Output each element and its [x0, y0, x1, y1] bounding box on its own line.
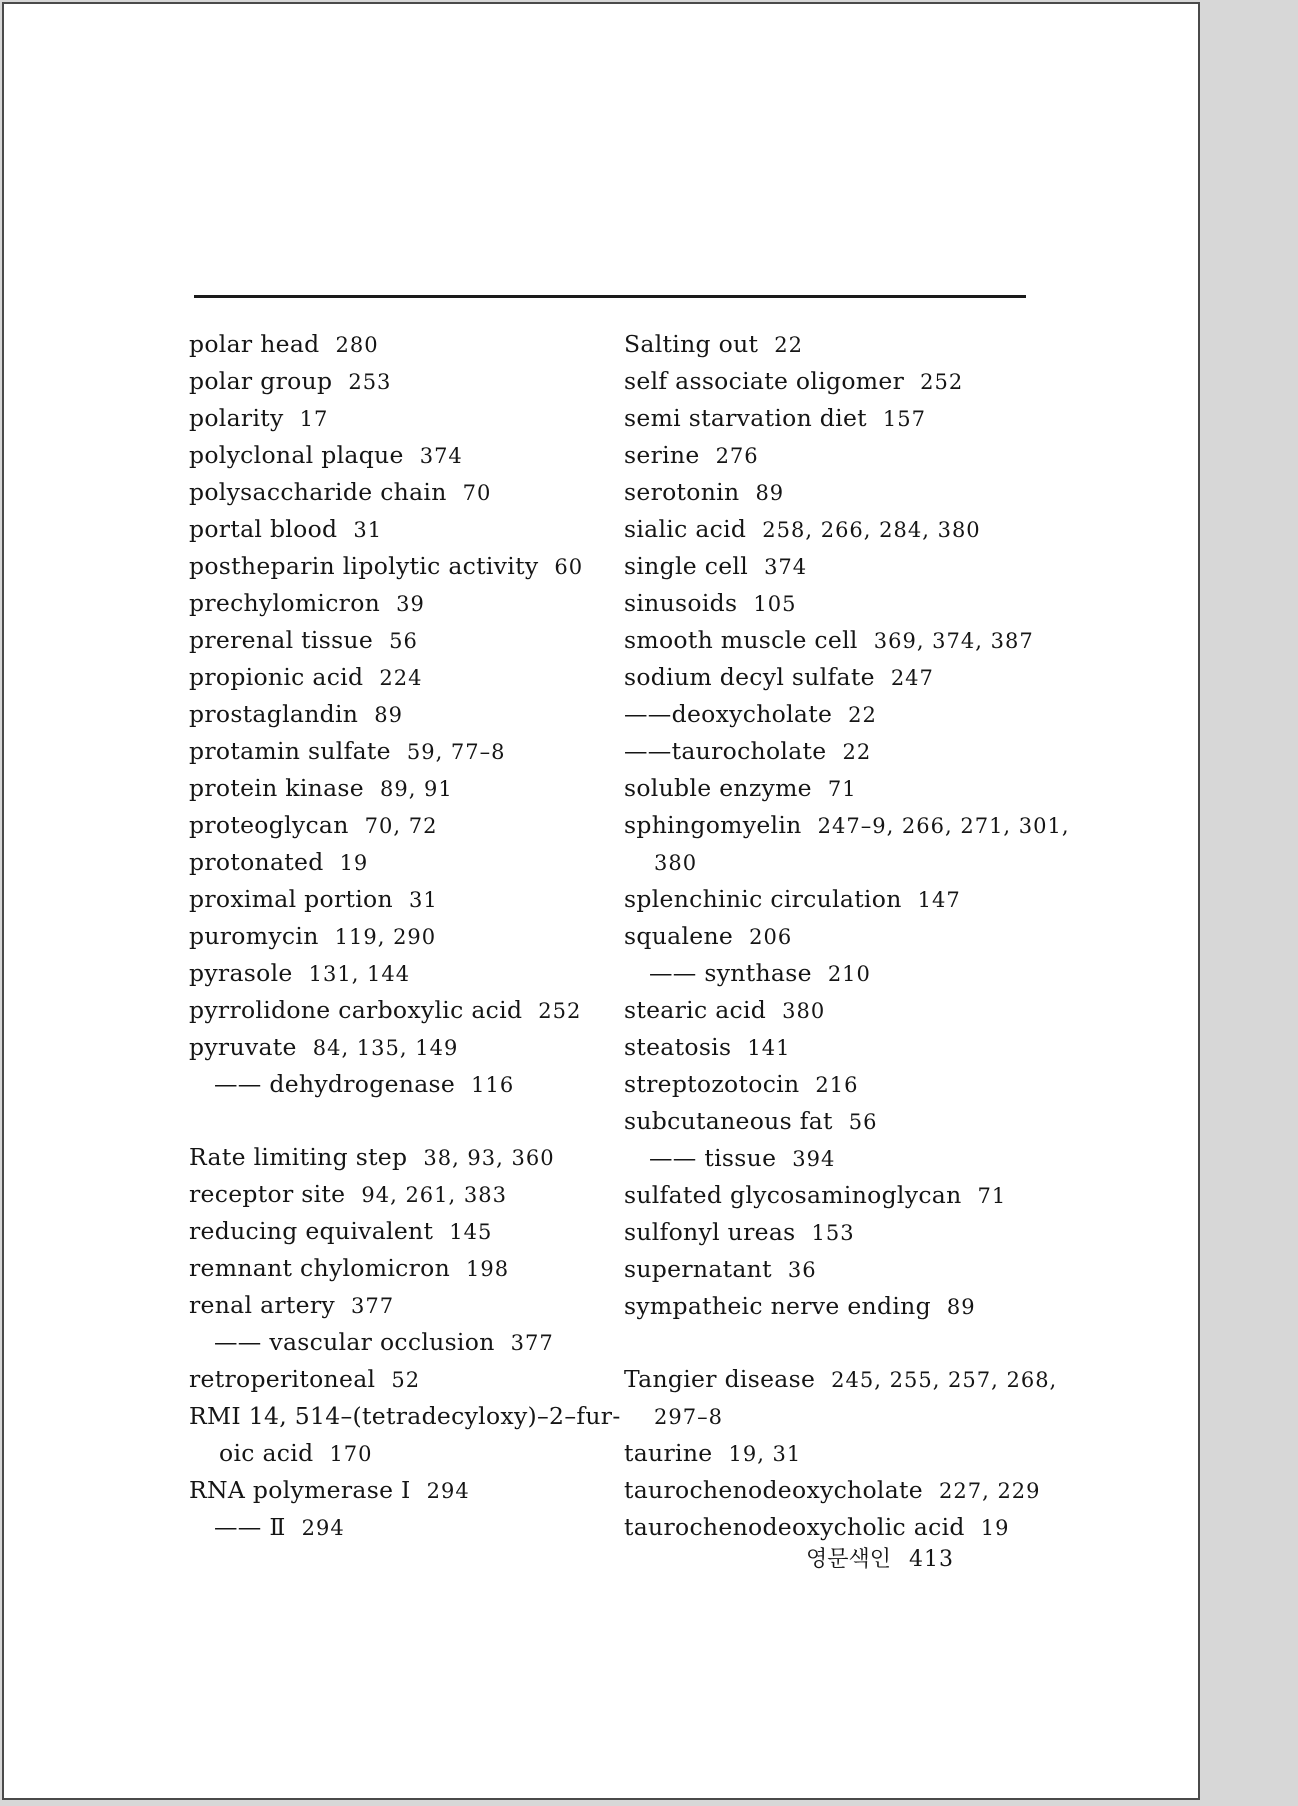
index-entry: streptozotocin 216 — [624, 1070, 859, 1098]
section-title: 영문색인 — [805, 1547, 891, 1572]
page-number: 413 — [909, 1547, 954, 1572]
index-entry: taurine 19, 31 — [624, 1439, 802, 1467]
index-entry: prostaglandin 89 — [189, 700, 403, 728]
index-entry: portal blood 31 — [189, 515, 383, 543]
index-entry: taurochenodeoxycholate 227, 229 — [624, 1476, 1041, 1504]
index-subentry: —— Ⅱ 294 — [214, 1513, 345, 1541]
index-entry: protein kinase 89, 91 — [189, 774, 453, 802]
index-entry: sphingomyelin 247–9, 266, 271, 301, — [624, 811, 1070, 839]
index-entry: Salting out 22 — [624, 330, 803, 358]
index-entry: steatosis 141 — [624, 1033, 791, 1061]
index-entry: Rate limiting step 38, 93, 360 — [189, 1143, 555, 1171]
index-entry: subcutaneous fat 56 — [624, 1107, 878, 1135]
index-entry: Tangier disease 245, 255, 257, 268, — [624, 1365, 1058, 1393]
index-entry: single cell 374 — [624, 552, 808, 580]
index-entry-continuation: 297–8 — [654, 1405, 723, 1429]
index-entry: self associate oligomer 252 — [624, 367, 964, 395]
index-entry: supernatant 36 — [624, 1255, 817, 1283]
index-subentry: ——taurocholate 22 — [624, 737, 872, 765]
index-entry: semi starvation diet 157 — [624, 404, 926, 432]
index-entry: squalene 206 — [624, 922, 793, 950]
index-subentry: —— synthase 210 — [649, 959, 871, 987]
index-entry: sinusoids 105 — [624, 589, 797, 617]
index-entry: polysaccharide chain 70 — [189, 478, 492, 506]
index-entry: prechylomicron 39 — [189, 589, 425, 617]
index-entry: sulfonyl ureas 153 — [624, 1218, 855, 1246]
index-entry: polar head 280 — [189, 330, 379, 358]
index-column-right — [624, 326, 1070, 1546]
index-entry: taurochenodeoxycholic acid 19 — [624, 1513, 1010, 1541]
index-entry: sulfated glycosaminoglycan 71 — [624, 1181, 1007, 1209]
index-entry: splenchinic circulation 147 — [624, 885, 961, 913]
index-entry: remnant chylomicron 198 — [189, 1254, 510, 1282]
page-footer — [806, 1542, 954, 1573]
index-entry: sodium decyl sulfate 247 — [624, 663, 934, 691]
index-entry-continuation: oic acid 170 — [219, 1439, 373, 1467]
index-subentry: —— vascular occlusion 377 — [214, 1328, 554, 1356]
index-entry: sympatheic nerve ending 89 — [624, 1292, 976, 1320]
index-entry: protamin sulfate 59, 77–8 — [189, 737, 506, 765]
index-entry: soluble enzyme 71 — [624, 774, 857, 802]
index-entry-continuation: 380 — [654, 851, 698, 875]
index-entry: serotonin 89 — [624, 478, 785, 506]
index-subentry: —— dehydrogenase 116 — [214, 1070, 515, 1098]
index-entry: propionic acid 224 — [189, 663, 423, 691]
index-entry: polar group 253 — [189, 367, 392, 395]
index-entry: smooth muscle cell 369, 374, 387 — [624, 626, 1034, 654]
index-entry: proximal portion 31 — [189, 885, 438, 913]
index-entry: RNA polymerase Ⅰ 294 — [189, 1476, 470, 1504]
index-entry: serine 276 — [624, 441, 759, 469]
index-entry: postheparin lipolytic activity 60 — [189, 552, 584, 580]
index-subentry: —— tissue 394 — [649, 1144, 836, 1172]
index-entry: renal artery 377 — [189, 1291, 395, 1319]
index-column-left — [189, 326, 621, 1546]
index-entry: stearic acid 380 — [624, 996, 826, 1024]
index-entry: reducing equivalent 145 — [189, 1217, 493, 1245]
index-entry: pyrrolidone carboxylic acid 252 — [189, 996, 582, 1024]
index-entry: receptor site 94, 261, 383 — [189, 1180, 507, 1208]
index-entry: RMI 14, 514–(tetradecyloxy)–2–fur- — [189, 1402, 621, 1430]
index-entry: prerenal tissue 56 — [189, 626, 418, 654]
index-entry: polyclonal plaque 374 — [189, 441, 463, 469]
index-entry: retroperitoneal 52 — [189, 1365, 421, 1393]
index-entry: polarity 17 — [189, 404, 329, 432]
index-entry: protonated 19 — [189, 848, 369, 876]
index-entry: proteoglycan 70, 72 — [189, 811, 438, 839]
index-entry: puromycin 119, 290 — [189, 922, 437, 950]
index-entry: pyrasole 131, 144 — [189, 959, 411, 987]
header-rule — [194, 295, 1026, 298]
index-page — [2, 2, 1200, 1800]
index-subentry: ——deoxycholate 22 — [624, 700, 877, 728]
index-entry: pyruvate 84, 135, 149 — [189, 1033, 459, 1061]
index-entry: sialic acid 258, 266, 284, 380 — [624, 515, 981, 543]
